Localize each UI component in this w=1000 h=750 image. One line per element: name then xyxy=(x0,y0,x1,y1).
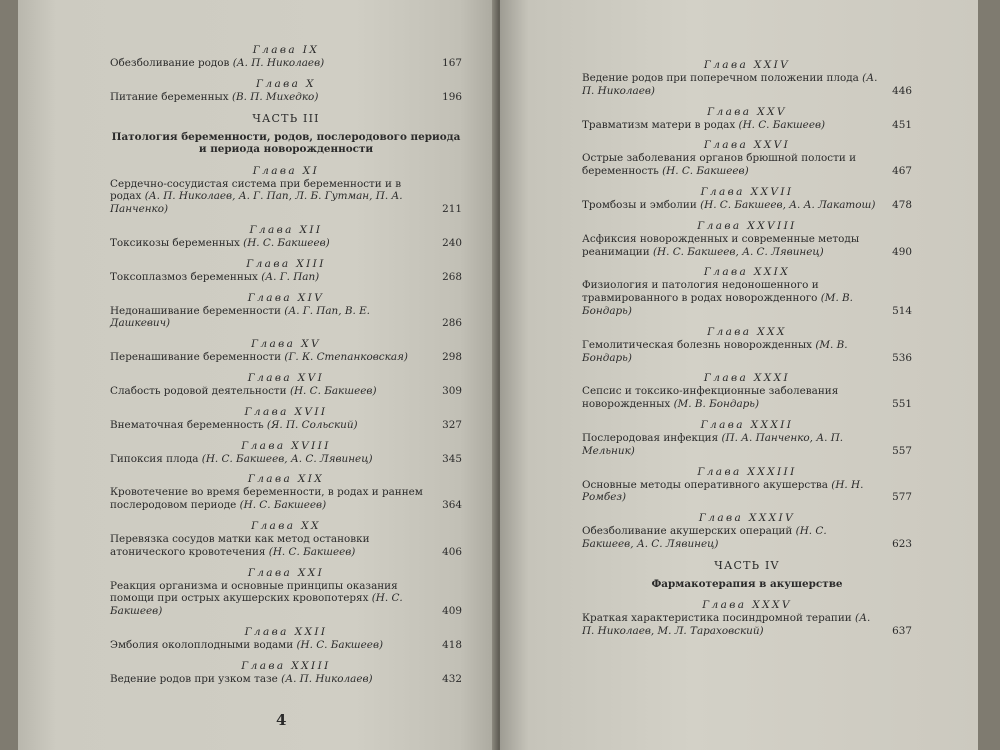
entry-page-number: 623 xyxy=(892,537,912,550)
chapter-heading: Глава XXI xyxy=(247,566,325,579)
toc-entry xyxy=(110,486,462,512)
chapter-heading: Глава XII xyxy=(249,223,323,236)
chapter-heading: Глава XXV xyxy=(707,105,787,118)
chapter-heading: Глава XIII xyxy=(246,257,326,270)
toc-entry xyxy=(582,279,912,317)
chapter-heading: Глава XIV xyxy=(247,291,325,304)
entry-page-number: 211 xyxy=(442,203,462,216)
left-page xyxy=(18,0,498,750)
entry-author: (Н. С. Бакшеев, А. С. Лявинец) xyxy=(201,452,373,465)
entry-title: Тромбозы и эмболии xyxy=(582,198,697,211)
entry-page-number: 536 xyxy=(892,351,912,364)
entry-title: Перенашивание беременности xyxy=(110,351,282,364)
entry-title: Послеродовая инфекция xyxy=(582,431,719,444)
chapter-heading: Глава XXXIII xyxy=(697,465,797,478)
chapter-heading: Глава XXX xyxy=(707,325,787,338)
toc-entry xyxy=(110,419,462,432)
toc-entry xyxy=(582,525,912,551)
entry-author: (А. П. Николаев) xyxy=(281,672,373,685)
entry-author: (М. В. Бондарь) xyxy=(582,338,848,364)
entry-title: Недонашивание беременности xyxy=(110,304,281,317)
entry-page-number: 490 xyxy=(892,245,912,258)
toc-entry xyxy=(582,432,912,458)
entry-author: (В. П. Михедко) xyxy=(231,90,319,103)
chapter-heading: Глава XXIX xyxy=(703,266,791,279)
entry-title: Гемолитическая болезнь новорожденных xyxy=(582,338,813,351)
entry-page-number: 406 xyxy=(442,545,462,558)
entry-author: (Н. С. Бакшеев) xyxy=(243,236,330,249)
toc-entry xyxy=(110,178,462,216)
entry-title: Кровотечение во время беременности, в родах и раннем послеродовом периоде xyxy=(110,486,423,512)
entry-author: (Н. С. Бакшеев) xyxy=(239,499,327,512)
entry-title: Слабость родовой деятельности xyxy=(110,384,287,397)
entry-title: Основные методы оперативного акушерства xyxy=(582,478,828,491)
toc-entry xyxy=(582,152,912,178)
chapter-heading: Глава XVII xyxy=(244,405,328,418)
entry-title: Перевязка сосудов матки как метод остановки атонического кровотечения xyxy=(110,532,370,558)
entry-page-number: 551 xyxy=(892,398,912,411)
chapter-heading: Глава XXVII xyxy=(700,185,794,198)
chapter-heading: Глава XI xyxy=(252,164,320,177)
entry-author: (М. В. Бондарь) xyxy=(582,292,853,317)
entry-page-number: 298 xyxy=(442,351,462,364)
entry-author: (Г. К. Степанковская) xyxy=(284,351,408,364)
entry-title: Ведение родов при узком тазе xyxy=(110,672,278,685)
entry-title: Эмболия околоплодными водами xyxy=(110,638,294,651)
chapter-heading: Глава XIX xyxy=(247,473,325,486)
toc-entry xyxy=(110,453,462,466)
entry-title: Внематочная беременность xyxy=(110,418,264,431)
toc-entry xyxy=(582,339,912,365)
entry-title: Питание беременных xyxy=(110,90,229,103)
toc-entry xyxy=(582,479,912,505)
entry-author: (Н. С. Бакшеев, А. С. Лявинец) xyxy=(652,245,824,258)
chapter-heading: Глава XV xyxy=(251,338,321,351)
entry-page-number: 167 xyxy=(442,57,462,69)
entry-page-number: 309 xyxy=(442,384,462,397)
chapter-heading: Глава X xyxy=(256,77,316,90)
chapter-heading: Глава XXVIII xyxy=(697,219,797,232)
toc-entry xyxy=(110,639,462,652)
chapter-heading: Глава XX xyxy=(251,519,321,532)
entry-title: Токсоплазмоз беременных xyxy=(110,270,258,283)
entry-page-number: 446 xyxy=(892,84,912,97)
part-heading: ЧАСТЬ IV xyxy=(714,558,780,572)
part-title: Фармакотерапия в акушерстве xyxy=(651,577,843,590)
chapter-heading: Глава XXXV xyxy=(702,599,792,612)
entry-title: Токсикозы беременных xyxy=(110,236,240,249)
entry-author: (Н. С. Бакшеев) xyxy=(662,165,749,178)
entry-page-number: 286 xyxy=(442,317,462,330)
entry-author: (Я. П. Сольский) xyxy=(266,418,358,431)
entry-author: (Н. С. Бакшеев) xyxy=(110,592,403,618)
chapter-heading: Глава XXVI xyxy=(703,139,791,152)
entry-author: (М. В. Бондарь) xyxy=(673,398,760,411)
entry-page-number: 364 xyxy=(442,499,462,512)
entry-page-number: 268 xyxy=(442,270,462,283)
entry-author: (Н. С. Бакшеев) xyxy=(296,638,384,651)
entry-page-number: 478 xyxy=(892,198,912,211)
entry-title: Реакция организма и основные принципы оказания помощи при острых акушерских кровопотерях xyxy=(110,579,398,605)
toc-entry xyxy=(110,580,462,618)
chapter-heading: Глава XXXIV xyxy=(698,512,796,525)
entry-author: (Н. С. Бакшеев) xyxy=(268,545,356,558)
entry-page-number: 327 xyxy=(442,418,462,431)
part-title: Патология беременности, родов, послеродового периода и периода новорожденности xyxy=(111,130,461,156)
chapter-heading: Глава XXIV xyxy=(703,59,791,71)
page-number: 4 xyxy=(276,711,287,729)
toc-entry xyxy=(110,237,462,250)
entry-author: (Н. Н. Ромбез) xyxy=(582,478,864,504)
entry-author: (Н. С. Бакшеев) xyxy=(738,118,826,131)
toc-entry xyxy=(582,119,912,132)
entry-title: Травматизм матери в родах xyxy=(582,118,736,131)
entry-title: Гипоксия плода xyxy=(110,452,199,465)
toc-entry xyxy=(110,91,462,104)
entry-page-number: 432 xyxy=(442,672,462,685)
entry-title: Ведение родов при поперечном положении плода xyxy=(582,72,859,84)
entry-title: Асфиксия новорожденных и современные методы реанимации xyxy=(582,232,860,258)
toc-entry xyxy=(582,385,912,411)
entry-author: (А. Г. Пап) xyxy=(261,270,320,283)
entry-author: (А. П. Николаев) xyxy=(582,72,878,97)
entry-page-number: 514 xyxy=(892,304,912,317)
entry-page-number: 345 xyxy=(442,452,462,465)
chapter-heading: Глава XXII xyxy=(244,625,328,638)
toc-entry xyxy=(582,233,912,259)
toc-entry xyxy=(582,199,912,212)
toc-entry xyxy=(110,271,462,284)
toc-entry xyxy=(110,533,462,559)
entry-page-number: 196 xyxy=(442,90,462,103)
entry-page-number: 577 xyxy=(892,491,912,504)
chapter-heading: Глава XVIII xyxy=(241,439,331,452)
part-heading: ЧАСТЬ III xyxy=(252,111,320,125)
entry-page-number: 240 xyxy=(442,236,462,249)
toc-entry xyxy=(582,612,912,638)
entry-author: (А. Г. Пап, В. Е. Дашкевич) xyxy=(110,304,370,330)
left-toc-column xyxy=(110,43,462,693)
entry-author: (А. П. Николаев, М. Л. Тараховский) xyxy=(582,612,871,638)
toc-entry xyxy=(582,72,912,98)
entry-author: (Н. С. Бакшеев) xyxy=(289,384,377,397)
entry-author: (Н. С. Бакшеев, А. А. Лакатош) xyxy=(700,198,876,211)
entry-title: Обезболивание родов xyxy=(110,57,230,69)
toc-entry xyxy=(110,385,462,398)
entry-page-number: 409 xyxy=(442,605,462,618)
toc-entry xyxy=(110,305,462,331)
entry-title: Сепсис и токсико-инфекционные заболевания новорожденных xyxy=(582,385,839,411)
chapter-heading: Глава XXXI xyxy=(703,372,791,385)
entry-author: (П. А. Панченко, А. П. Мельник) xyxy=(582,431,844,457)
entry-page-number: 418 xyxy=(442,638,462,651)
chapter-heading: Глава XXXII xyxy=(700,418,794,431)
entry-title: Обезболивание акушерских операций xyxy=(582,525,793,538)
chapter-heading: Глава IX xyxy=(252,44,320,56)
entry-title: Краткая характеристика посиндромной терапии xyxy=(582,612,852,625)
toc-entry xyxy=(110,673,462,686)
entry-page-number: 557 xyxy=(892,444,912,457)
toc-entry xyxy=(110,57,462,70)
right-page xyxy=(500,0,978,750)
chapter-heading: Глава XVI xyxy=(247,371,325,384)
entry-author: (А. П. Николаев, А. Г. Пап, Л. Б. Гутман, П. А. Панченко) xyxy=(110,190,403,216)
entry-page-number: 637 xyxy=(892,625,912,638)
entry-title: Сердечно-сосудистая система при беременности и в родах xyxy=(110,177,402,203)
entry-page-number: 467 xyxy=(892,165,912,178)
entry-title: Физиология и патология недоношенного и травмированного в родах новорожденного xyxy=(582,279,819,305)
entry-author: (Н. С. Бакшеев, А. С. Лявинец) xyxy=(582,525,827,550)
chapter-heading: Глава XXIII xyxy=(241,659,331,672)
entry-title: Острые заболевания органов брюшной полости и беременность xyxy=(582,152,856,178)
right-toc-column xyxy=(582,58,912,645)
entry-author: (А. П. Николаев) xyxy=(232,57,325,69)
entry-page-number: 451 xyxy=(892,118,912,131)
toc-entry xyxy=(110,351,462,364)
